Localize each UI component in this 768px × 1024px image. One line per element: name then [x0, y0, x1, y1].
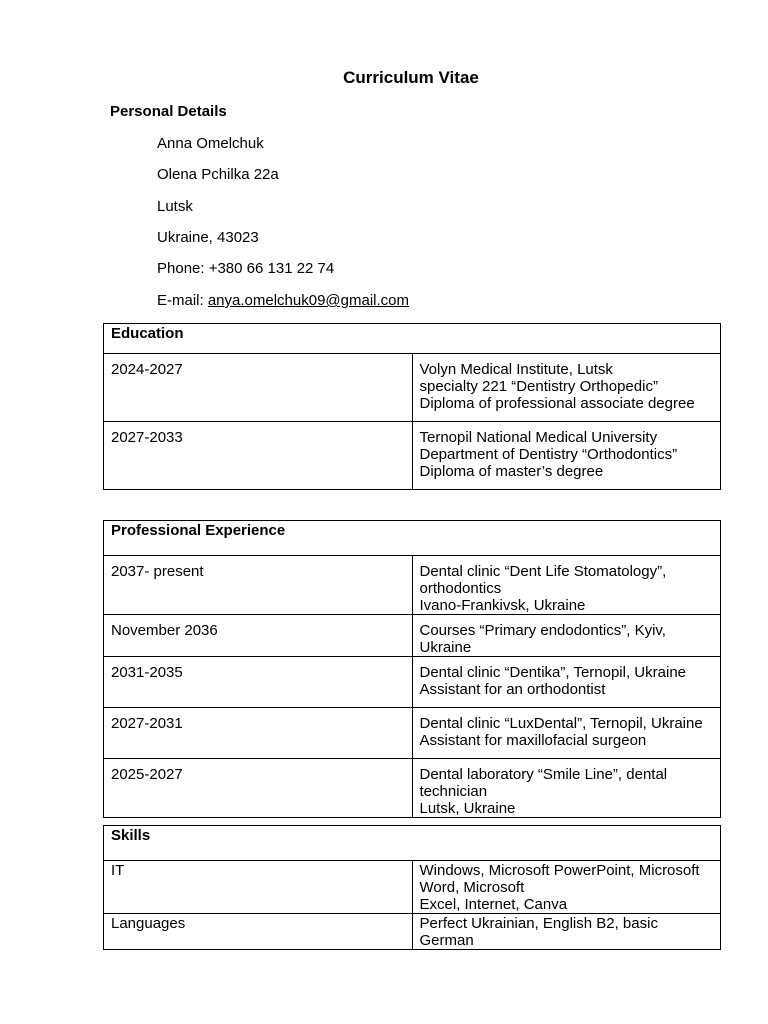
education-details: Ternopil National Medical University Department of Dentistry “Orthodontics” Diploma of master’s degree	[412, 422, 721, 490]
table-row	[104, 759, 721, 818]
email-link[interactable]: anya.omelchuk09@gmail.com	[207, 292, 409, 309]
skill-details: Perfect Ukrainian, English B2, basic German	[412, 914, 721, 950]
address-city: Lutsk	[157, 198, 193, 215]
personal-details-heading: Personal Details	[110, 103, 227, 120]
experience-details: Courses “Primary endodontics”, Kyiv, Ukraine	[412, 615, 721, 657]
table-row	[104, 861, 721, 914]
address-country: Ukraine, 43023	[157, 229, 259, 246]
education-details: Volyn Medical Institute, Lutsk specialty 221 “Dentistry Orthopedic” Diploma of professional associate degree	[412, 354, 721, 422]
experience-details: Dental clinic “Dent Life Stomatology”, orthodontics Ivano-Frankivsk, Ukraine	[412, 556, 721, 615]
skill-category: Languages	[104, 914, 413, 950]
skill-category: IT	[104, 861, 413, 914]
email-line	[157, 292, 409, 309]
education-period: 2024-2027	[104, 354, 413, 422]
experience-period: 2037- present	[104, 556, 413, 615]
table-row	[104, 657, 721, 708]
email-label: E-mail:	[157, 292, 208, 309]
table-row	[104, 708, 721, 759]
address-street: Olena Pchilka 22a	[157, 166, 279, 183]
experience-details: Dental clinic “LuxDental”, Ternopil, Ukraine Assistant for maxillofacial surgeon	[412, 708, 721, 759]
experience-table	[103, 520, 721, 818]
table-row	[104, 615, 721, 657]
experience-details: Dental laboratory “Smile Line”, dental technician Lutsk, Ukraine	[412, 759, 721, 818]
experience-period: 2027-2031	[104, 708, 413, 759]
experience-period: 2031-2035	[104, 657, 413, 708]
skill-details: Windows, Microsoft PowerPoint, Microsoft Word, Microsoft Excel, Internet, Canva	[412, 861, 721, 914]
skills-heading: Skills	[104, 826, 721, 861]
table-row	[104, 422, 721, 490]
experience-period: November 2036	[104, 615, 413, 657]
skills-table	[103, 825, 721, 950]
education-table	[103, 323, 721, 490]
education-heading: Education	[104, 324, 721, 354]
document-title: Curriculum Vitae	[343, 68, 479, 87]
experience-heading: Professional Experience	[104, 521, 721, 556]
education-period: 2027-2033	[104, 422, 413, 490]
table-row	[104, 354, 721, 422]
experience-details: Dental clinic “Dentika”, Ternopil, Ukraine Assistant for an orthodontist	[412, 657, 721, 708]
table-row	[104, 556, 721, 615]
experience-period: 2025-2027	[104, 759, 413, 818]
person-name: Anna Omelchuk	[157, 135, 264, 152]
phone-number: Phone: +380 66 131 22 74	[157, 260, 335, 277]
table-row	[104, 914, 721, 950]
